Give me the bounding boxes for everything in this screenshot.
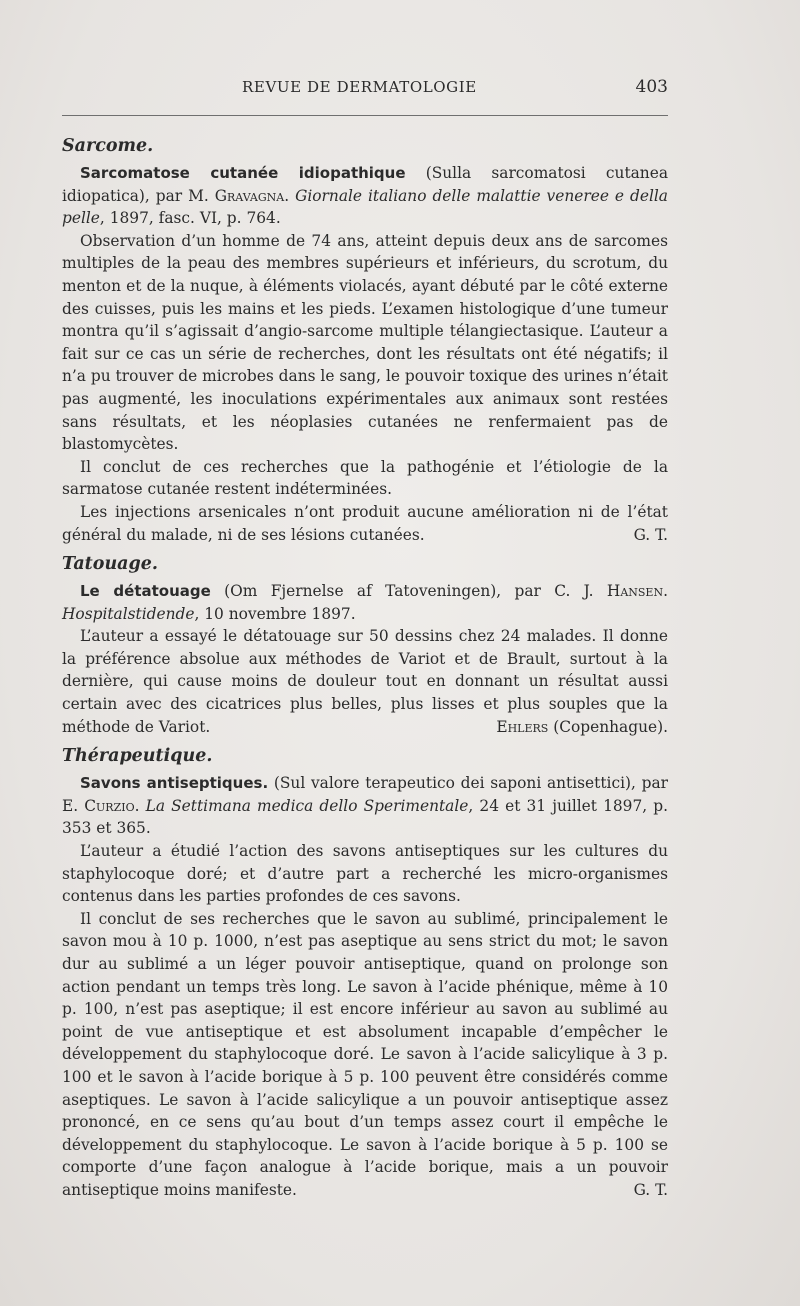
separator: .	[284, 186, 296, 205]
paragraph: L’auteur a étudié l’action des savons antiseptiques sur les cultures du staphylocoque doré; et d’autre part a recherché les micro-organismes contenus dans les parties profondes de ces savons.	[62, 842, 668, 906]
article-title: Sarcomatose cutanée idiopathique	[80, 164, 406, 182]
article-title: Savons antiseptiques.	[80, 774, 269, 793]
article-title: Le détatouage	[80, 582, 211, 601]
paragraph: Observation d’un homme de 74 ans, atteint depuis deux ans de sarcomes multiples de la peau des membres supérieurs et inférieurs, du scrotum, du menton et de la nuque, à éléments violacés, ayant débuté par le côté externe des cuisses, puis les mains et les pieds. L’examen histologique d’une tumeur montra qu’il s’agissait d’angio-sarcome multiple télangiectasique. L’auteur a fait sur ce cas un série de recherches, dont les résultats ont été négatifs; il n’a pu trouver de microbes dans le sang, le pouvoir toxique des urines n’était pas augmenté, les inoculations expérimentales aux animaux sont restées sans résultats, et les néoplasies cutanées ne renfermaient pas de blastomycètes.	[62, 231, 668, 454]
author: Gravagna	[214, 186, 285, 205]
header-rule	[62, 115, 668, 116]
paragraph-text: Les injections arsenicales n’ont produit aucune amélioration ni de l’état général du malade, ni de ses lésions cutanées.	[62, 502, 668, 544]
paragraph-with-signature	[62, 625, 668, 738]
section-title-tatouage: Tatouage.	[62, 554, 158, 575]
reference: , 1897, fasc. VI, p. 764.	[99, 209, 281, 228]
paragraph-text: Il conclut de ses recherches que le savon au sublimé, principalement le savon mou à 10 p. 1000, n’est pas aseptique au sens strict du mot; le savon dur au sublimé a un léger pouvoir antiseptique, quand on prolonge son action pendant un temps très long. Le savon à l’acide phénique, même à 10 p. 100, n’est pas aseptique; il est encore inférieur au savon au sublimé au point de vue antiseptique et est absolument incapable d’empêcher le développement du staphylocoque doré. Le savon à l’acide salicylique à 3 p. 100 et le savon à l’acide borique à 5 p. 100 peuvent être considérés comme aseptiques. Le savon à l’acide salicylique a un pouvoir antiseptique assez prononcé, en ce sens qu’au bout d’un temps assez court il empêche le développement du staphylocoque. Le savon à l’acide borique à 5 p. 100 se comporte d’une façon analogue à l’acide borique, mais a un pouvoir antiseptique moins manifeste.	[62, 909, 668, 1199]
author: Hansen	[606, 582, 664, 601]
section-title-sarcome: Sarcome.	[62, 136, 154, 156]
signature	[478, 716, 668, 739]
signature: G. T.	[633, 525, 668, 544]
paragraph-text: L’auteur a essayé le détatouage sur 50 dessins chez 24 malades. Il donne la préférence absolue aux méthodes de Variot et de Brault, surtout à la dernière, qui cause moins de douleur tout en donnant un résultat aussi certain avec des cicatrices plus belles, plus lisses et plus souples que la méthode de Variot.	[62, 627, 668, 736]
original-title: (Om Fjernelse af Tatoveningen), par C. J.	[210, 582, 607, 601]
page-number: 403	[635, 77, 668, 97]
reference: , 24 et 31 juillet 1897, p. 353 et 365.	[62, 796, 668, 838]
running-title: REVUE DE DERMATOLOGIE	[242, 78, 477, 96]
paragraph: Il conclut de ces recherches que la pathogénie et l’étiologie de la sarmatose cutanée restent indéterminées.	[62, 457, 668, 499]
separator: .	[663, 582, 668, 601]
signature-name: Ehlers	[496, 717, 549, 736]
original-title: (Sul valore terapeutico dei saponi antisettici), par E.	[62, 774, 668, 815]
running-head	[62, 78, 668, 102]
article-citation	[62, 580, 668, 625]
journal: La Settimana medica dello Sperimentale	[145, 796, 469, 815]
section-title-therapeutique: Thérapeutique.	[62, 746, 213, 767]
separator: .	[134, 796, 146, 815]
journal: Hospitalstidende	[62, 604, 195, 623]
article-citation	[62, 772, 668, 840]
article-body	[62, 128, 668, 1202]
article-citation	[62, 162, 668, 230]
signature: G. T.	[633, 1180, 668, 1199]
reference: , 10 novembre 1897.	[194, 604, 356, 623]
paragraph-with-signature	[62, 501, 668, 546]
original-title: (Sulla sarcomatosi cutanea idiopatica), par M.	[62, 164, 668, 205]
signature-place: (Copenhague).	[548, 717, 668, 736]
paragraph-with-signature	[62, 908, 668, 1202]
author: Curzio	[84, 796, 135, 815]
journal: Giornale italiano delle malattie veneree e della pelle	[62, 186, 668, 228]
